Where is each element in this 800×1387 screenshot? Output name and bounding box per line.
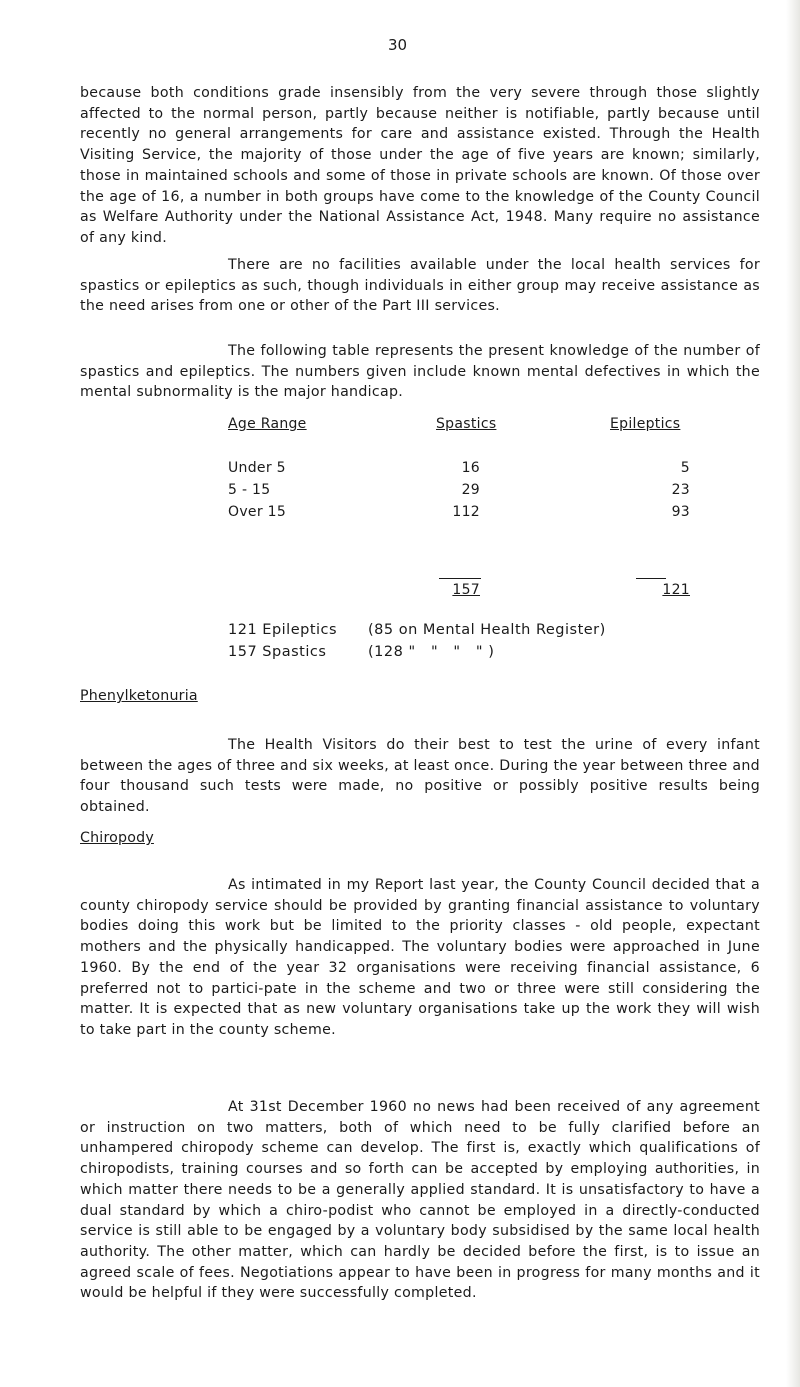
- table-row-epileptics: 93: [671, 504, 690, 520]
- register-note-label: 157 Spastics: [228, 644, 327, 660]
- table-row-epileptics: 5: [680, 460, 690, 476]
- register-note-detail: (85 on Mental Health Register): [368, 622, 606, 638]
- section-heading-chiropody: Chiropody: [80, 830, 154, 846]
- page-edge-shadow: [786, 0, 800, 1387]
- paragraph-phenylketonuria: The Health Visitors do their best to test the urine of every infant between the ages of three and six weeks, at least once. During the year between three and four thousand such tests were made, no positive or possibly positive results being obtained.: [80, 737, 760, 816]
- paragraph-intro: because both conditions grade insensibly from the very severe through those slightly affected to the normal person, partly because neither is notifiable, partly because until recently no general arrangements for care and assistance existed. Through the Health Visiting Service, the majority of those under the age of five years are known; similarly, those in maintained schools and some of those in private schools are known. Of those over the age of 16, a number in both groups have come to the knowledge of the County Council as Welfare Authority under the National Assistance Act, 1948. Many require no assistance of any kind.: [80, 85, 760, 246]
- table-header-spastics: Spastics: [436, 416, 497, 432]
- table-total-epileptics: 121: [662, 582, 690, 598]
- table-header-age-range: Age Range: [228, 416, 307, 432]
- table-row-spastics: 29: [461, 482, 480, 498]
- paragraph-facilities: There are no facilities available under the local health services for spastics or epileptics as such, though individuals in either group may receive assistance as the need arises from one or other of the Part III services.: [80, 257, 760, 315]
- register-note-label: 121 Epileptics: [228, 622, 338, 638]
- table-row-age: 5 - 15: [228, 482, 271, 498]
- page-number: 30: [388, 36, 408, 54]
- table-row-spastics: 112: [452, 504, 480, 520]
- total-rule-spastics: [439, 578, 481, 579]
- table-row-epileptics: 23: [671, 482, 690, 498]
- table-row-spastics: 16: [461, 460, 480, 476]
- table-header-epileptics: Epileptics: [610, 416, 681, 432]
- section-heading-phenylketonuria: Phenylketonuria: [80, 688, 198, 704]
- paragraph-chiropody-1: As intimated in my Report last year, the County Council decided that a county chiropody service should be provided by granting financial assistance to voluntary bodies doing this work but be limited to the priority classes - old people, expectant mothers and the physically handicapped. The voluntary bodies were approached in June 1960. By the end of the year 32 organisations were receiving financial assistance, 6 preferred not to partici-pate in the scheme and two or three were still considering the matter. It is expected that as new voluntary organisations take up the work they will wish to take part in the county scheme.: [80, 877, 760, 1038]
- table-row-age: Under 5: [228, 460, 286, 476]
- table-row-age: Over 15: [228, 504, 287, 520]
- total-rule-epileptics: [636, 578, 666, 579]
- paragraph-table-intro: The following table represents the present knowledge of the number of spastics and epileptics. The numbers given include known mental defectives in which the mental subnormality is the major handicap.: [80, 343, 760, 401]
- paragraph-chiropody-2: At 31st December 1960 no news had been received of any agreement or instruction on two matters, both of which need to be fully clarified before an unhampered chiropody scheme can develop. The first is, exactly which qualifications of chiropodists, training courses and so forth can be accepted by employing authorities, in which matter there needs to be a generally applied standard. It is unsatisfactory to have a dual standard by which a chiro-podist who cannot be employed in a directly-conducted service is still able to be engaged by a voluntary body subsidised by the same local health authority. The other matter, which can hardly be decided before the first, is to issue an agreed scale of fees. Negotiations appear to have been in progress for many months and it would be helpful if they were successfully completed.: [80, 1099, 760, 1302]
- register-note-detail: (128 " " " " ): [368, 644, 495, 660]
- table-total-spastics: 157: [452, 582, 480, 598]
